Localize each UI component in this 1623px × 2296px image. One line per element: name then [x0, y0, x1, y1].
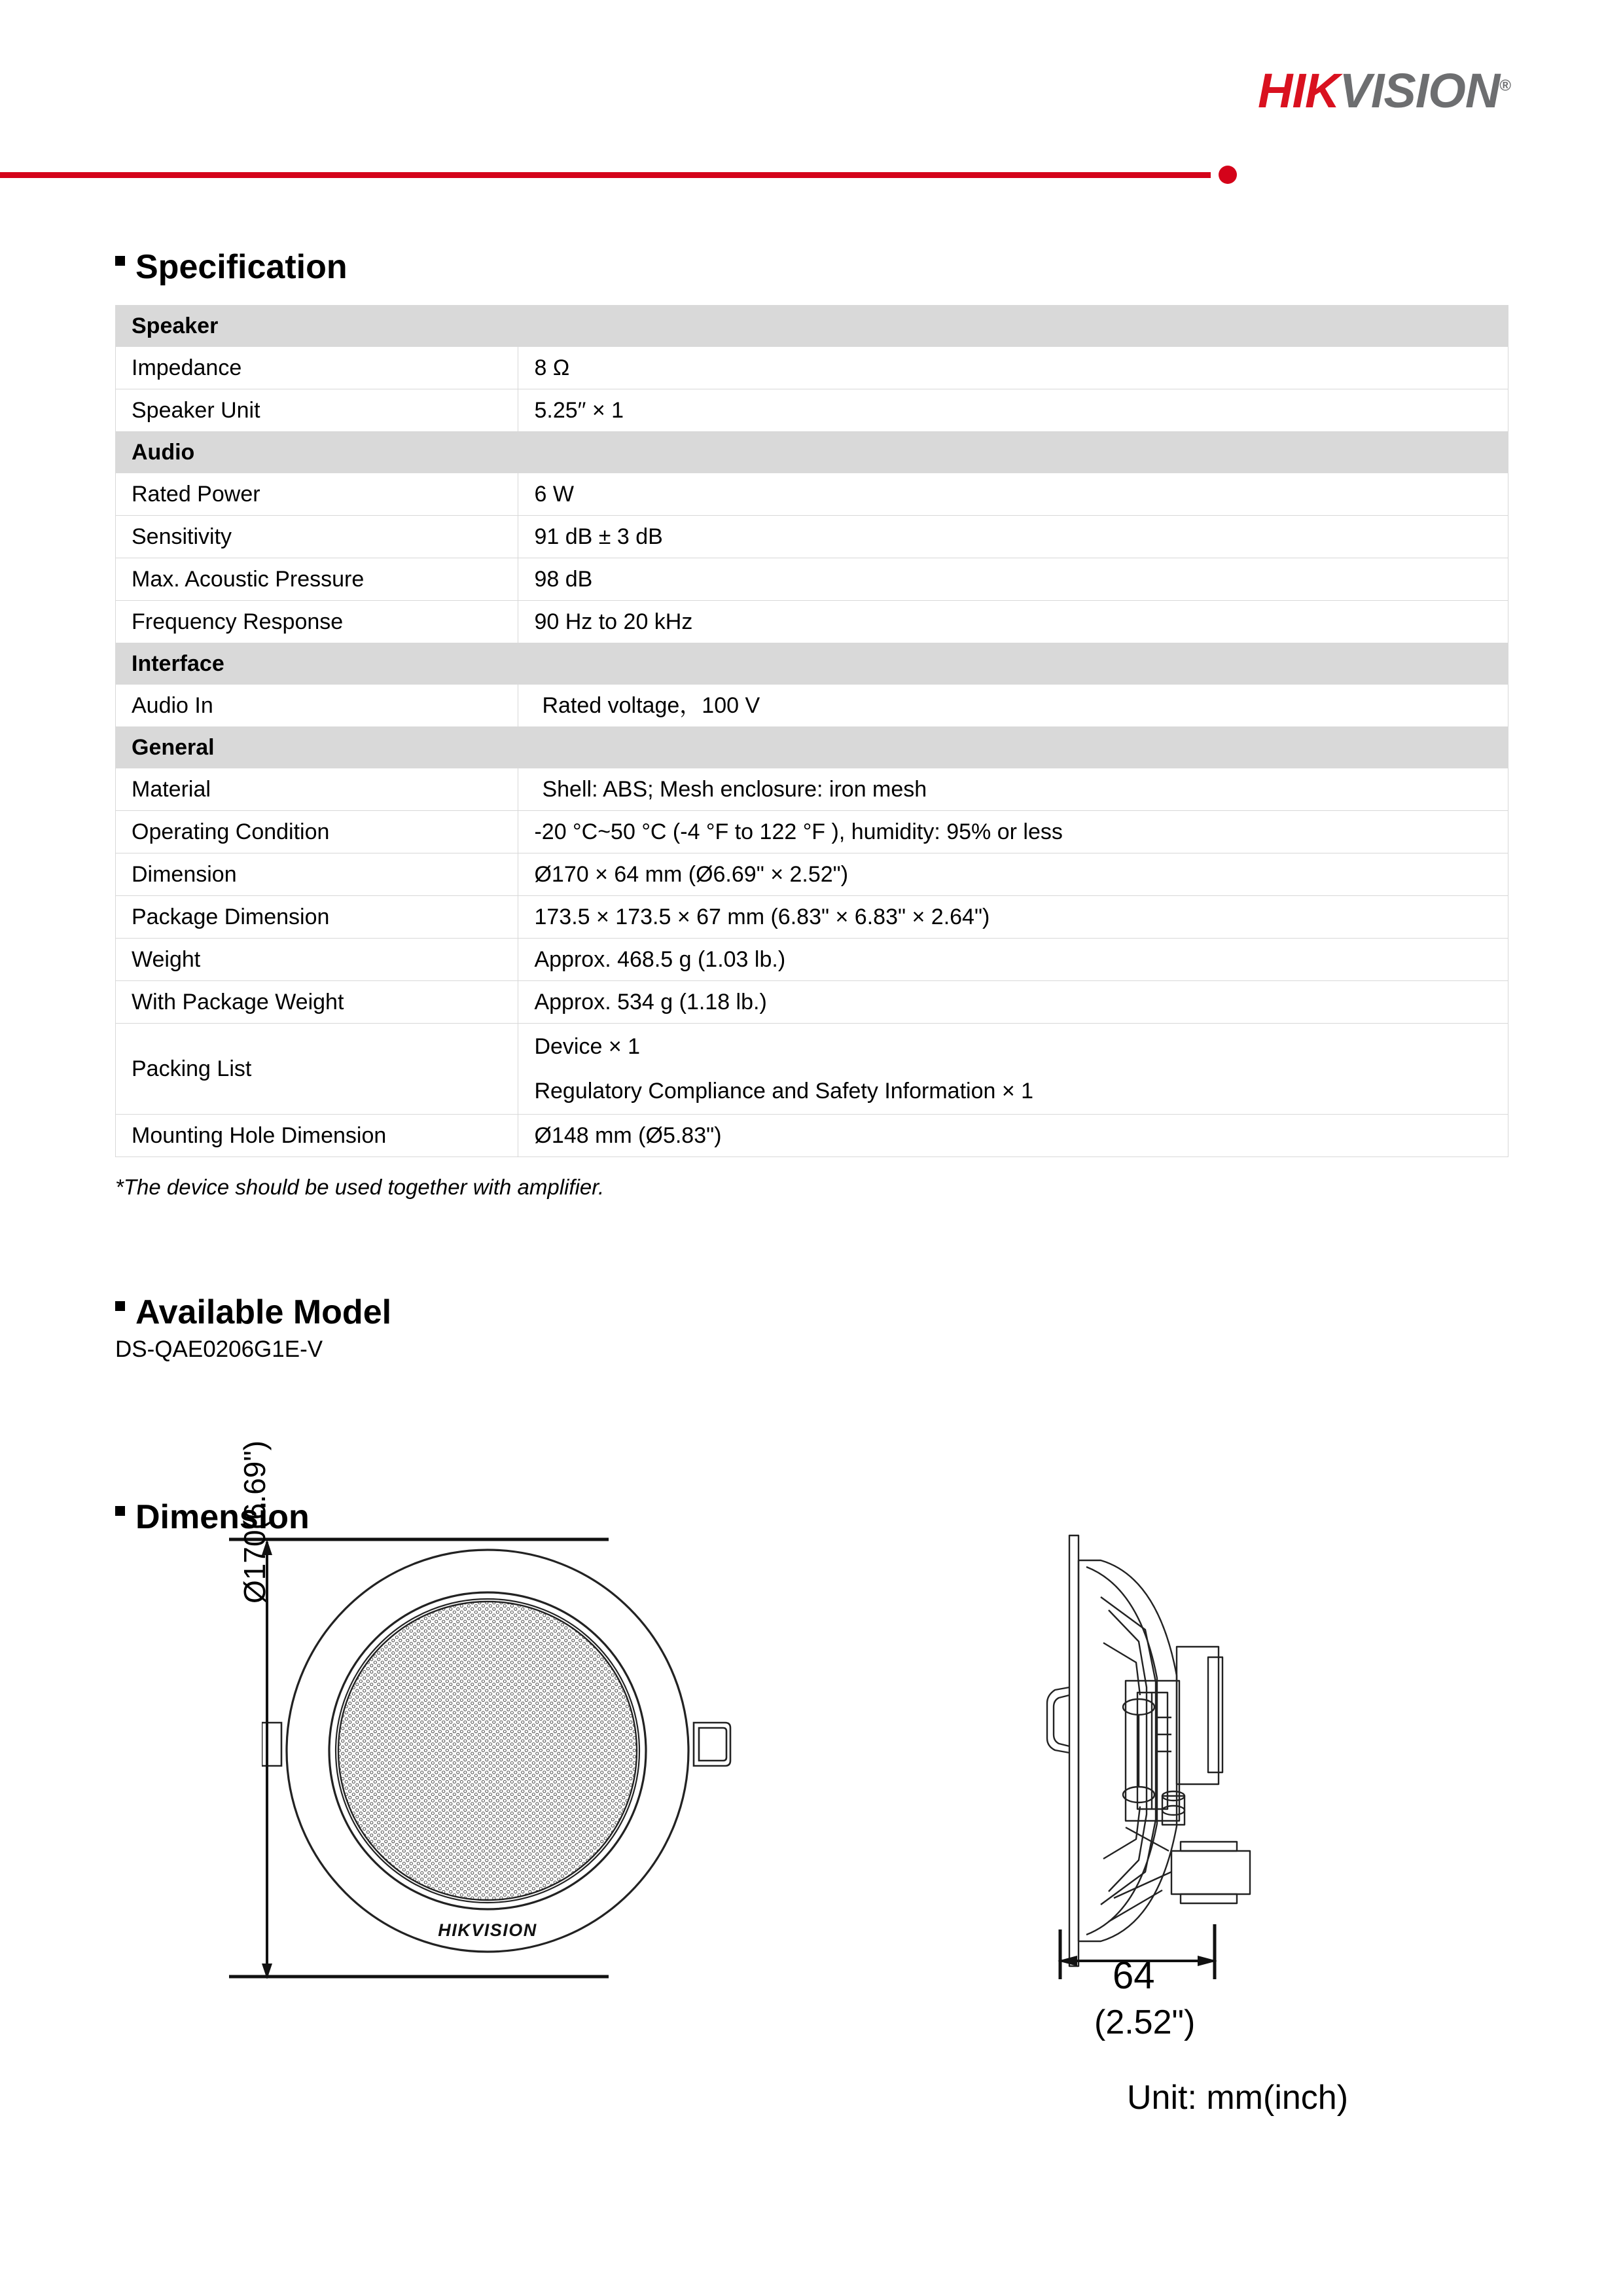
row-key: Mounting Hole Dimension — [116, 1115, 518, 1157]
dimension-drawings — [0, 1525, 1623, 2179]
table-row — [116, 347, 1508, 389]
table-group-row — [116, 727, 1508, 768]
diameter-dimension-label: Ø170(6.69") — [238, 1440, 272, 1604]
row-value: Approx. 468.5 g (1.03 lb.) — [518, 939, 1508, 981]
row-key: Weight — [116, 939, 518, 981]
row-key: Sensitivity — [116, 516, 518, 558]
row-key: Material — [116, 768, 518, 811]
row-value: Ø170 × 64 mm (Ø6.69" × 2.52") — [518, 853, 1508, 896]
available-model-heading — [115, 1293, 391, 1332]
bullet-square-icon — [115, 1301, 125, 1311]
row-value: 91 dB ± 3 dB — [518, 516, 1508, 558]
table-row — [116, 558, 1508, 601]
logo-hik-text: HIK — [1258, 63, 1340, 118]
header-red-dot-icon — [1219, 166, 1237, 184]
specification-heading — [115, 247, 348, 287]
available-model-value: DS-QAE0206G1E-V — [115, 1336, 323, 1362]
row-value: 6 W — [518, 473, 1508, 516]
table-row — [116, 853, 1508, 896]
group-label: Interface — [116, 643, 1508, 685]
table-row — [116, 685, 1508, 727]
table-row — [116, 939, 1508, 981]
row-value: Approx. 534 g (1.18 lb.) — [518, 981, 1508, 1024]
table-row — [116, 601, 1508, 643]
table-group-row — [116, 432, 1508, 473]
row-key: Operating Condition — [116, 811, 518, 853]
group-label: Audio — [116, 432, 1508, 473]
available-model-heading-label: Available Model — [135, 1293, 392, 1331]
group-label: Speaker — [116, 306, 1508, 347]
specification-heading-label: Specification — [135, 248, 348, 286]
row-key: Speaker Unit — [116, 389, 518, 432]
row-key: Package Dimension — [116, 896, 518, 939]
logo-vision-text: VISION — [1339, 63, 1500, 118]
table-group-row — [116, 306, 1508, 347]
packing-list-line-1: Device × 1 — [534, 1033, 641, 1059]
table-group-row — [116, 643, 1508, 685]
row-value: 8 Ω — [518, 347, 1508, 389]
bullet-square-icon — [115, 256, 125, 266]
row-value — [518, 1024, 1508, 1115]
depth-dimension-value: 64 — [1113, 1954, 1155, 1997]
hikvision-logo — [1258, 63, 1510, 118]
row-key: Packing List — [116, 1024, 518, 1115]
row-key: Audio In — [116, 685, 518, 727]
group-label: General — [116, 727, 1508, 768]
page-header — [0, 0, 1623, 177]
table-row — [116, 473, 1508, 516]
depth-dimension-line — [1047, 1924, 1263, 2009]
table-row — [116, 896, 1508, 939]
row-value: 90 Hz to 20 kHz — [518, 601, 1508, 643]
dimension-heading-label: Dimension — [135, 1498, 310, 1536]
table-row — [116, 981, 1508, 1024]
packing-list-line-2: Regulatory Compliance and Safety Information × 1 — [534, 1079, 1034, 1103]
row-value: -20 °C~50 °C (-4 °F to 122 °F ), humidity: 95% or less — [518, 811, 1508, 853]
dimension-extension-lines — [216, 1533, 622, 1984]
row-value: 5.25′′ × 1 — [518, 389, 1508, 432]
header-red-rule — [0, 172, 1211, 178]
row-value: 98 dB — [518, 558, 1508, 601]
row-value: Ø148 mm (Ø5.83") — [518, 1115, 1508, 1157]
table-row — [116, 811, 1508, 853]
table-row — [116, 389, 1508, 432]
row-value: Rated voltage，100 V — [518, 685, 1508, 727]
table-row — [116, 768, 1508, 811]
row-key: Frequency Response — [116, 601, 518, 643]
depth-dimension-inch: (2.52") — [1094, 2003, 1196, 2041]
specification-footnote: *The device should be used together with amplifier. — [115, 1175, 605, 1199]
row-key: Impedance — [116, 347, 518, 389]
speaker-side-view-drawing — [1041, 1532, 1315, 1990]
bullet-square-icon — [115, 1506, 125, 1516]
table-row — [116, 1115, 1508, 1157]
row-key: Max. Acoustic Pressure — [116, 558, 518, 601]
row-key: Dimension — [116, 853, 518, 896]
table-row — [116, 516, 1508, 558]
row-value: 173.5 × 173.5 × 67 mm (6.83" × 6.83" × 2.64") — [518, 896, 1508, 939]
front-view-brand-label: HIKVISION — [438, 1920, 537, 1940]
specification-table — [115, 305, 1508, 1157]
registered-trademark-icon: ® — [1499, 77, 1510, 95]
table-row — [116, 1024, 1508, 1115]
unit-note-label: Unit: mm(inch) — [1127, 2079, 1349, 2117]
row-value: Shell: ABS; Mesh enclosure: iron mesh — [518, 768, 1508, 811]
row-key: With Package Weight — [116, 981, 518, 1024]
row-key: Rated Power — [116, 473, 518, 516]
